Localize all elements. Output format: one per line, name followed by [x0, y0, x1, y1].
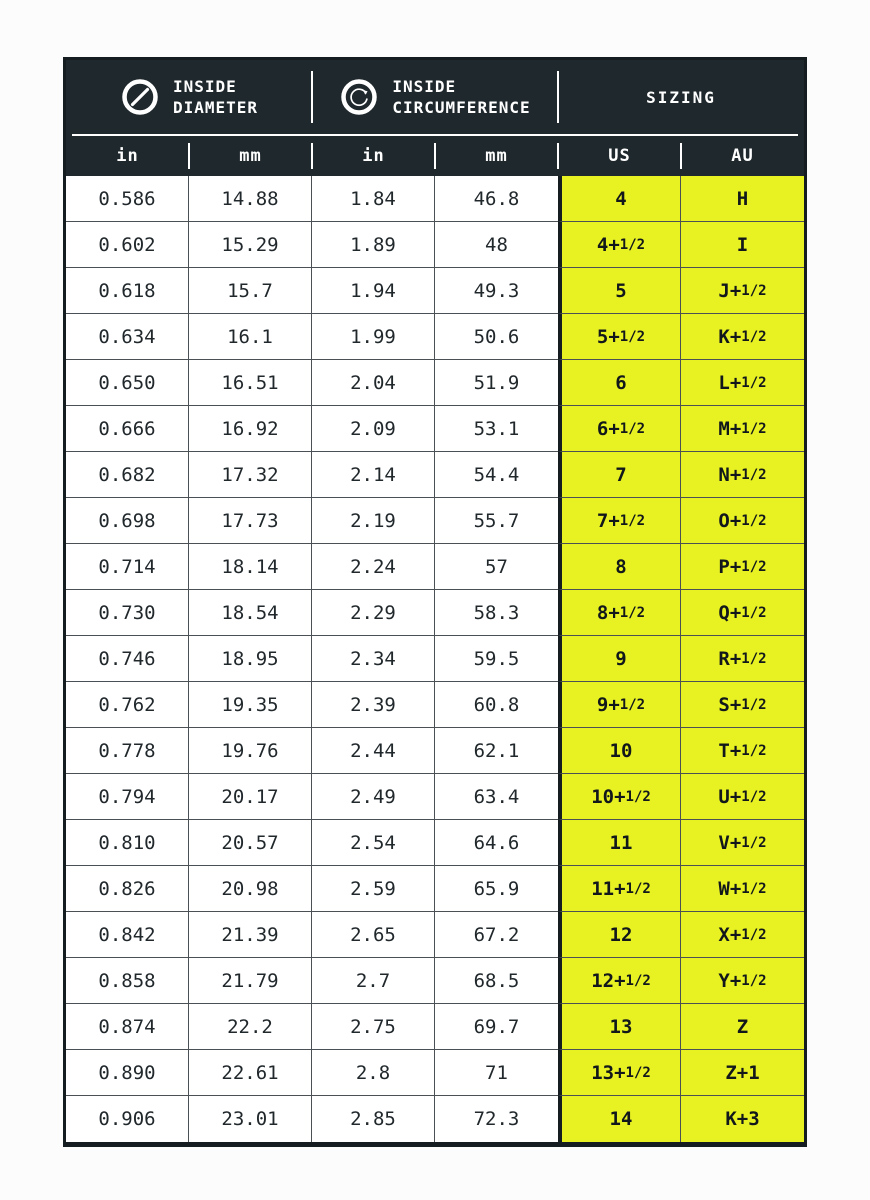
table-row: [66, 544, 804, 590]
inside-circumference-line1: INSIDE: [392, 77, 457, 96]
diameter-mm-cell: 14.88: [189, 176, 312, 222]
sizing-label: SIZING: [646, 87, 716, 107]
table-header: [66, 60, 804, 176]
diameter-in-cell: 0.618: [66, 268, 189, 314]
table-row: [66, 728, 804, 774]
circumference-mm-cell: 58.3: [435, 590, 558, 636]
diameter-mm-cell: 22.61: [189, 1050, 312, 1096]
diameter-in-cell: 0.698: [66, 498, 189, 544]
table-row: [66, 176, 804, 222]
us-size-cell: 6: [558, 360, 681, 406]
circumference-in-cell: 2.59: [312, 866, 435, 912]
table-row: [66, 1050, 804, 1096]
table-row: [66, 958, 804, 1004]
diameter-in-cell: 0.810: [66, 820, 189, 866]
au-size-cell: M+ 1/2: [681, 406, 804, 452]
au-size-cell: Z+1: [681, 1050, 804, 1096]
au-size-cell: H: [681, 176, 804, 222]
diameter-mm-cell: 20.57: [189, 820, 312, 866]
circumference-mm-cell: 50.6: [435, 314, 558, 360]
circumference-mm-cell: 46.8: [435, 176, 558, 222]
diameter-in-cell: 0.874: [66, 1004, 189, 1050]
table-row: [66, 1096, 804, 1142]
us-size-cell: 5+ 1/2: [558, 314, 681, 360]
circumference-in-cell: 2.39: [312, 682, 435, 728]
diameter-in-cell: 0.746: [66, 636, 189, 682]
circumference-mm-cell: 49.3: [435, 268, 558, 314]
diameter-mm-cell: 16.51: [189, 360, 312, 406]
diameter-mm-cell: 21.39: [189, 912, 312, 958]
circumference-in-cell: 2.75: [312, 1004, 435, 1050]
diameter-in-cell: 0.650: [66, 360, 189, 406]
circumference-mm-cell: 55.7: [435, 498, 558, 544]
diameter-mm-cell: 19.35: [189, 682, 312, 728]
circumference-mm-cell: 64.6: [435, 820, 558, 866]
au-size-cell: Z: [681, 1004, 804, 1050]
header-inside-circumference: [312, 60, 558, 134]
circumference-in-cell: 2.49: [312, 774, 435, 820]
diameter-in-cell: 0.906: [66, 1096, 189, 1142]
circumference-in-cell: 2.29: [312, 590, 435, 636]
circumference-in-cell: 1.99: [312, 314, 435, 360]
circumference-in-cell: 2.8: [312, 1050, 435, 1096]
us-size-cell: 5: [558, 268, 681, 314]
table-row: [66, 912, 804, 958]
circumference-mm-cell: 54.4: [435, 452, 558, 498]
us-size-cell: 9: [558, 636, 681, 682]
col-header-au: AU: [681, 136, 804, 176]
circumference-in-cell: 2.7: [312, 958, 435, 1004]
au-size-cell: R+ 1/2: [681, 636, 804, 682]
diameter-mm-cell: 16.92: [189, 406, 312, 452]
au-size-cell: T+ 1/2: [681, 728, 804, 774]
diameter-in-cell: 0.842: [66, 912, 189, 958]
diameter-in-cell: 0.762: [66, 682, 189, 728]
diameter-in-cell: 0.586: [66, 176, 189, 222]
au-size-cell: K+ 1/2: [681, 314, 804, 360]
diameter-in-cell: 0.826: [66, 866, 189, 912]
table-row: [66, 314, 804, 360]
diameter-in-cell: 0.714: [66, 544, 189, 590]
us-size-cell: 11+ 1/2: [558, 866, 681, 912]
diameter-icon: [120, 77, 160, 117]
inside-circumference-label: [392, 76, 530, 118]
circumference-in-cell: 2.34: [312, 636, 435, 682]
circumference-mm-cell: 69.7: [435, 1004, 558, 1050]
circumference-in-cell: 2.19: [312, 498, 435, 544]
circumference-mm-cell: 53.1: [435, 406, 558, 452]
au-size-cell: K+3: [681, 1096, 804, 1142]
us-size-cell: 7: [558, 452, 681, 498]
circumference-in-cell: 2.14: [312, 452, 435, 498]
table-row: [66, 774, 804, 820]
col-header-diameter-in: in: [116, 146, 139, 166]
diameter-in-cell: 0.602: [66, 222, 189, 268]
circumference-in-cell: 1.84: [312, 176, 435, 222]
diameter-in-cell: 0.666: [66, 406, 189, 452]
us-size-cell: 12+ 1/2: [558, 958, 681, 1004]
diameter-in-cell: 0.730: [66, 590, 189, 636]
au-size-cell: P+ 1/2: [681, 544, 804, 590]
diameter-mm-cell: 19.76: [189, 728, 312, 774]
col-header-circumference-mm: mm: [435, 136, 558, 176]
au-size-cell: U+ 1/2: [681, 774, 804, 820]
au-size-cell: Y+ 1/2: [681, 958, 804, 1004]
header-group-row: [66, 60, 804, 134]
diameter-mm-cell: 17.73: [189, 498, 312, 544]
diameter-mm-cell: 15.7: [189, 268, 312, 314]
circumference-in-cell: 2.44: [312, 728, 435, 774]
circumference-mm-cell: 63.4: [435, 774, 558, 820]
diameter-mm-cell: 22.2: [189, 1004, 312, 1050]
au-size-cell: W+ 1/2: [681, 866, 804, 912]
au-size-cell: I: [681, 222, 804, 268]
au-size-cell: L+ 1/2: [681, 360, 804, 406]
circumference-in-cell: 2.24: [312, 544, 435, 590]
table-row: [66, 636, 804, 682]
us-size-cell: 10: [558, 728, 681, 774]
diameter-mm-cell: 18.14: [189, 544, 312, 590]
table-body: [66, 176, 804, 1142]
circumference-mm-cell: 51.9: [435, 360, 558, 406]
us-size-cell: 14: [558, 1096, 681, 1142]
au-size-cell: V+ 1/2: [681, 820, 804, 866]
col-header-us: US: [558, 136, 681, 176]
us-size-cell: 4: [558, 176, 681, 222]
diameter-mm-cell: 18.95: [189, 636, 312, 682]
diameter-in-cell: 0.794: [66, 774, 189, 820]
circumference-mm-cell: 60.8: [435, 682, 558, 728]
diameter-in-cell: 0.858: [66, 958, 189, 1004]
us-size-cell: 7+ 1/2: [558, 498, 681, 544]
inside-diameter-line2: DIAMETER: [172, 98, 259, 117]
table-row: [66, 866, 804, 912]
table-row: [66, 406, 804, 452]
circumference-in-cell: 2.65: [312, 912, 435, 958]
diameter-mm-cell: 16.1: [189, 314, 312, 360]
us-size-cell: 8+ 1/2: [558, 590, 681, 636]
circumference-mm-cell: 72.3: [435, 1096, 558, 1142]
circumference-mm-cell: 62.1: [435, 728, 558, 774]
au-size-cell: J+ 1/2: [681, 268, 804, 314]
table-row: [66, 590, 804, 636]
us-size-cell: 11: [558, 820, 681, 866]
diameter-in-cell: 0.682: [66, 452, 189, 498]
circumference-in-cell: 1.89: [312, 222, 435, 268]
table-row: [66, 682, 804, 728]
ring-size-table: [63, 57, 807, 1147]
table-row: [66, 820, 804, 866]
au-size-cell: X+ 1/2: [681, 912, 804, 958]
circumference-in-cell: 2.54: [312, 820, 435, 866]
us-size-cell: 4+ 1/2: [558, 222, 681, 268]
au-size-cell: O+ 1/2: [681, 498, 804, 544]
table-row: [66, 452, 804, 498]
circumference-mm-cell: 59.5: [435, 636, 558, 682]
us-size-cell: 9+ 1/2: [558, 682, 681, 728]
us-size-cell: 13: [558, 1004, 681, 1050]
diameter-in-cell: 0.890: [66, 1050, 189, 1096]
col-header-circumference-in: in: [312, 136, 435, 176]
inside-diameter-label: [173, 76, 258, 118]
circumference-in-cell: 2.09: [312, 406, 435, 452]
circumference-icon: [339, 77, 379, 117]
us-size-cell: 10+ 1/2: [558, 774, 681, 820]
circumference-in-cell: 2.04: [312, 360, 435, 406]
us-size-cell: 13+ 1/2: [558, 1050, 681, 1096]
header-unit-row: [66, 136, 804, 176]
circumference-mm-cell: 57: [435, 544, 558, 590]
diameter-mm-cell: 20.17: [189, 774, 312, 820]
table-row: [66, 222, 804, 268]
circumference-mm-cell: 65.9: [435, 866, 558, 912]
table-row: [66, 268, 804, 314]
circumference-in-cell: 2.85: [312, 1096, 435, 1142]
diameter-mm-cell: 21.79: [189, 958, 312, 1004]
diameter-mm-cell: 18.54: [189, 590, 312, 636]
table-row: [66, 360, 804, 406]
diameter-mm-cell: 17.32: [189, 452, 312, 498]
diameter-in-cell: 0.634: [66, 314, 189, 360]
circumference-mm-cell: 68.5: [435, 958, 558, 1004]
header-sizing: [558, 60, 804, 134]
col-header-diameter-mm: mm: [189, 136, 312, 176]
circumference-in-cell: 1.94: [312, 268, 435, 314]
table-row: [66, 498, 804, 544]
circumference-mm-cell: 71: [435, 1050, 558, 1096]
au-size-cell: S+ 1/2: [681, 682, 804, 728]
inside-diameter-line1: INSIDE: [172, 77, 237, 96]
table-row: [66, 1004, 804, 1050]
au-size-cell: N+ 1/2: [681, 452, 804, 498]
diameter-in-cell: 0.778: [66, 728, 189, 774]
us-size-cell: 12: [558, 912, 681, 958]
diameter-mm-cell: 20.98: [189, 866, 312, 912]
circumference-mm-cell: 48: [435, 222, 558, 268]
us-size-cell: 8: [558, 544, 681, 590]
circumference-mm-cell: 67.2: [435, 912, 558, 958]
us-size-cell: 6+ 1/2: [558, 406, 681, 452]
inside-circumference-line2: CIRCUMFERENCE: [392, 98, 531, 117]
diameter-mm-cell: 23.01: [189, 1096, 312, 1142]
diameter-mm-cell: 15.29: [189, 222, 312, 268]
au-size-cell: Q+ 1/2: [681, 590, 804, 636]
header-inside-diameter: [66, 60, 312, 134]
